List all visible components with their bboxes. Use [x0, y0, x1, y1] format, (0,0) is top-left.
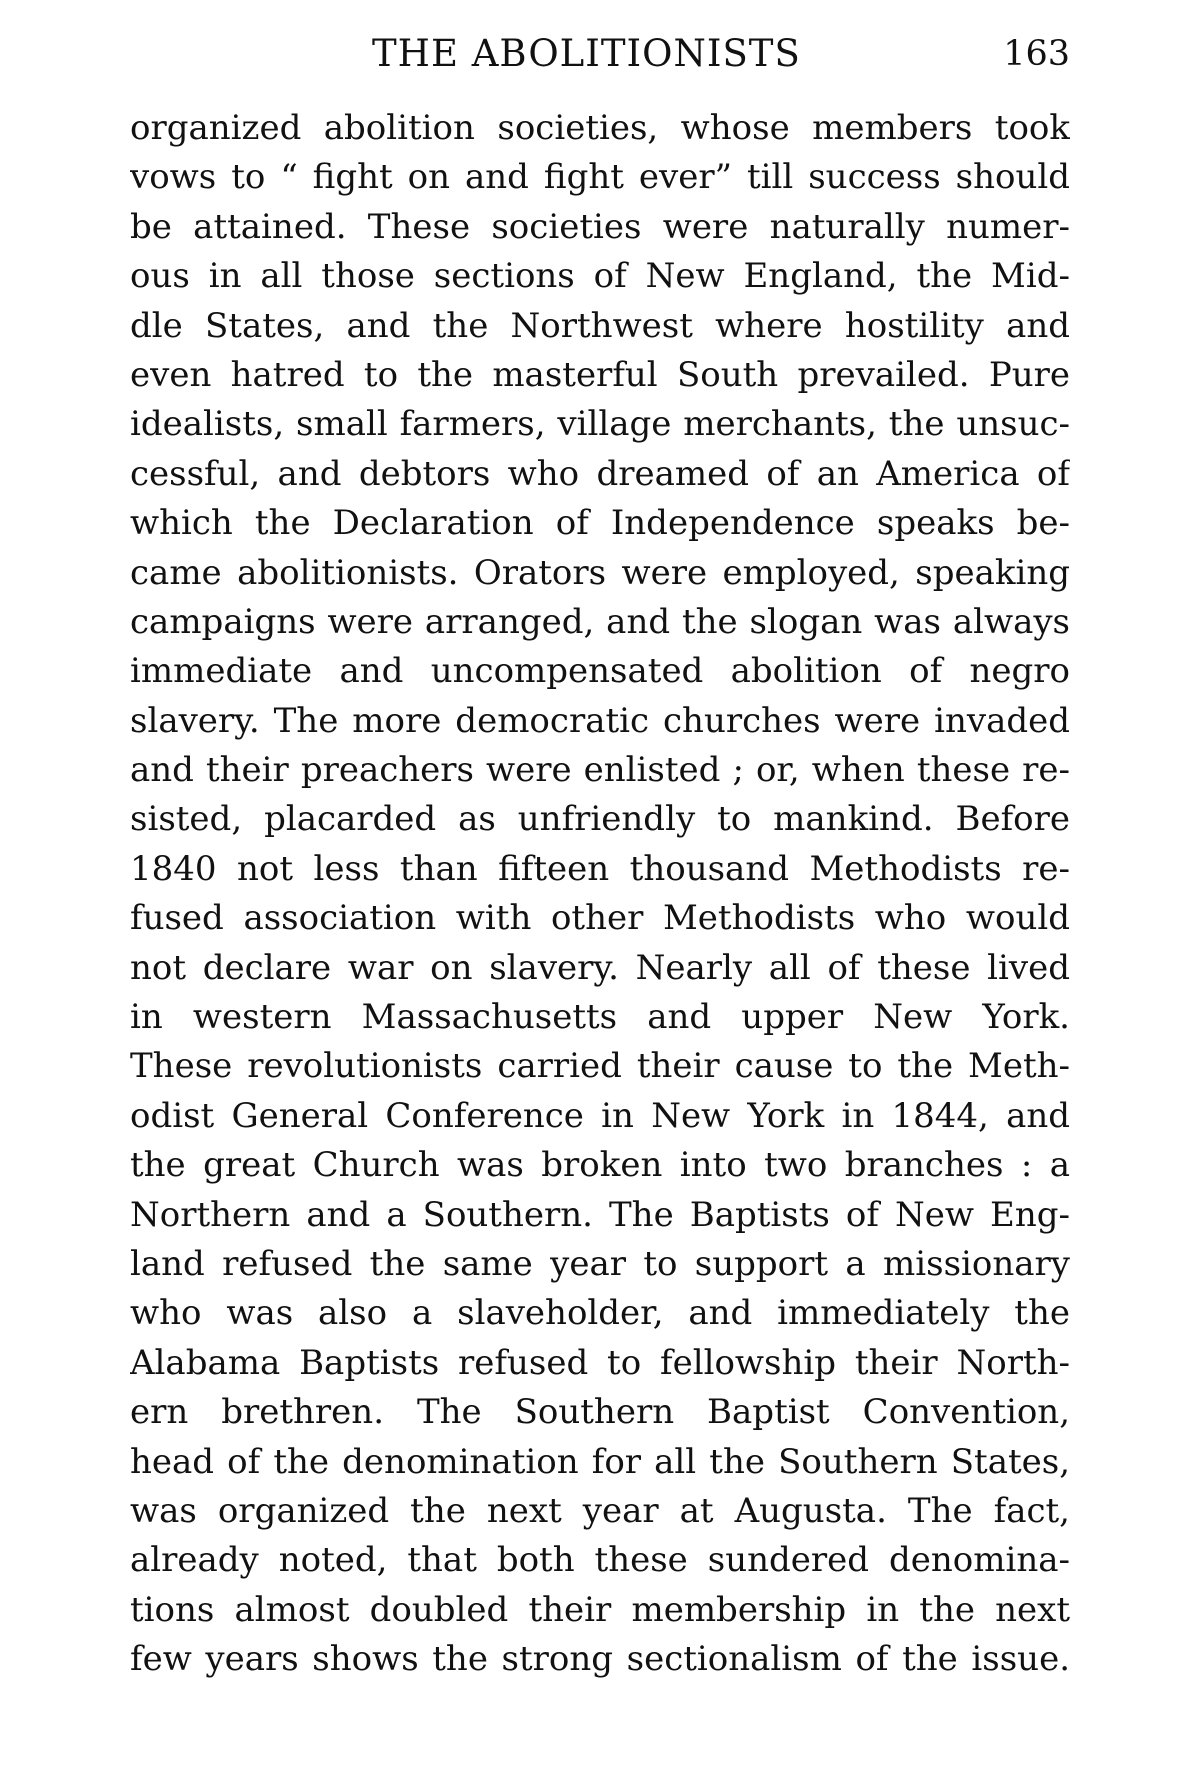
text-line: be attained. These societies were naturally numer- — [130, 206, 1070, 247]
text-line: came abolitionists. Orators were employed, speaking — [130, 552, 1070, 593]
text-line: was organized the next year at Augusta. The fact, — [130, 1490, 1070, 1531]
text-line: tions almost doubled their membership in the next — [130, 1589, 1070, 1630]
text-line: Northern and a Southern. The Baptists of New Eng- — [130, 1194, 1070, 1235]
text-line: immediate and uncompensated abolition of negro — [130, 651, 1070, 692]
text-line: fused association with other Methodists who would — [130, 898, 1070, 939]
text-line: ous in all those sections of New England, the Mid- — [130, 256, 1070, 297]
text-line: which the Declaration of Independence speaks be- — [130, 503, 1070, 544]
text-line: organized abolition societies, whose members took — [130, 108, 1070, 148]
text-line: idealists, small farmers, village merchants, the unsuc- — [130, 404, 1070, 445]
text-line: sisted, placarded as unfriendly to mankind. Before — [130, 799, 1070, 840]
text-line: slavery. The more democratic churches were invaded — [130, 700, 1070, 741]
text-line: vows to “ fight on and fight ever” till success should — [130, 157, 1070, 198]
text-line: in western Massachusetts and upper New York. — [130, 997, 1070, 1038]
running-title: THE ABOLITIONISTS — [372, 32, 801, 75]
text-line: who was also a slaveholder, and immediately the — [130, 1293, 1070, 1334]
text-line: ern brethren. The Southern Baptist Convention, — [130, 1392, 1070, 1433]
text-line: head of the denomination for all the Southern States, — [130, 1441, 1070, 1482]
text-line: not declare war on slavery. Nearly all of these lived — [130, 947, 1070, 988]
text-line: dle States, and the Northwest where hostility and — [130, 305, 1070, 346]
running-head — [130, 26, 1070, 82]
text-line: Alabama Baptists refused to fellowship their North- — [130, 1342, 1070, 1383]
text-line: already noted, that both these sundered denomina- — [130, 1540, 1070, 1581]
text-line: These revolutionists carried their cause to the Meth- — [130, 1046, 1070, 1087]
text-line: cessful, and debtors who dreamed of an America of — [130, 453, 1070, 494]
page-number: 163 — [1003, 34, 1070, 74]
text-line: campaigns were arranged, and the slogan was always — [130, 601, 1070, 642]
text-line: few years shows the strong sectionalism of the issue. — [130, 1639, 1070, 1680]
body-paragraph — [130, 104, 1070, 1685]
text-line: land refused the same year to support a missionary — [130, 1243, 1070, 1284]
text-line: the great Church was broken into two branches : a — [130, 1145, 1070, 1186]
text-line: 1840 not less than fifteen thousand Methodists re- — [130, 848, 1070, 889]
text-line: even hatred to the masterful South prevailed. Pure — [130, 354, 1070, 395]
text-line: and their preachers were enlisted ; or, when these re- — [130, 750, 1070, 791]
text-line: odist General Conference in New York in 1844, and — [130, 1095, 1070, 1136]
